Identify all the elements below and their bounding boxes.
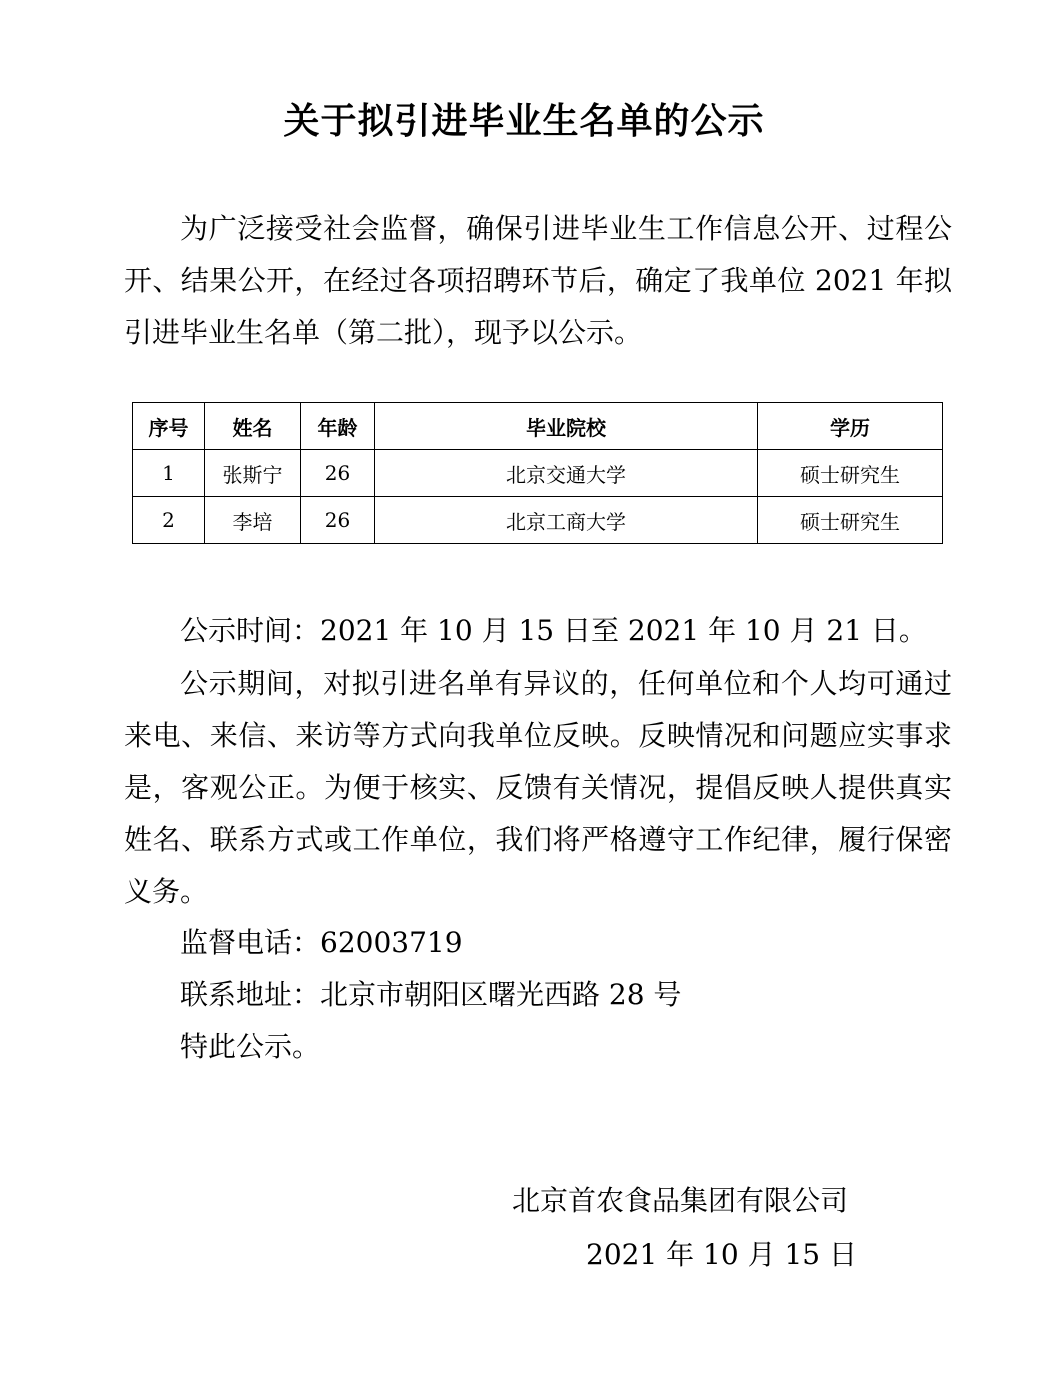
cell-school: 北京工商大学: [375, 497, 758, 544]
header-age: 年龄: [301, 403, 375, 450]
cell-age: 26: [301, 450, 375, 497]
cell-index: 1: [133, 450, 205, 497]
header-school: 毕业院校: [375, 403, 758, 450]
header-degree: 学历: [758, 403, 943, 450]
objection-paragraph: 公示期间，对拟引进名单有异议的，任何单位和个人均可通过来电、来信、来访等方式向我单位反映。反映情况和问题应实事求是，客观公正。为便于核实、反馈有关情况，提倡反映人提供真实姓名、联系方式或工作单位，我们将严格遵守工作纪律，履行保密义务。: [124, 667, 952, 908]
document-title: 关于拟引进毕业生名单的公示: [283, 101, 765, 142]
intro-paragraph: 为广泛接受社会监督，确保引进毕业生工作信息公开、过程公开、结果公开，在经过各项招聘环节后，确定了我单位 2021 年拟引进毕业生名单（第二批），现予以公示。: [124, 212, 952, 349]
table-row: [133, 497, 943, 544]
issuing-organization: 北京首农食品集团有限公司: [512, 1184, 849, 1217]
cell-name: 李培: [205, 497, 301, 544]
table-row: [133, 450, 943, 497]
candidate-table: [132, 402, 943, 544]
cell-index: 2: [133, 497, 205, 544]
contact-address: 联系地址：北京市朝阳区曙光西路 28 号: [180, 978, 682, 1011]
header-index: 序号: [133, 403, 205, 450]
cell-name: 张斯宁: [205, 450, 301, 497]
closing-remark: 特此公示。: [180, 1030, 321, 1063]
cell-school: 北京交通大学: [375, 450, 758, 497]
table-header-row: [133, 403, 943, 450]
issue-date: 2021 年 10 月 15 日: [586, 1238, 858, 1271]
cell-degree: 硕士研究生: [758, 497, 943, 544]
cell-age: 26: [301, 497, 375, 544]
publicity-period: 公示时间：2021 年 10 月 15 日至 2021 年 10 月 21 日。: [180, 614, 927, 647]
supervision-phone: 监督电话：62003719: [180, 926, 463, 959]
header-name: 姓名: [205, 403, 301, 450]
cell-degree: 硕士研究生: [758, 450, 943, 497]
